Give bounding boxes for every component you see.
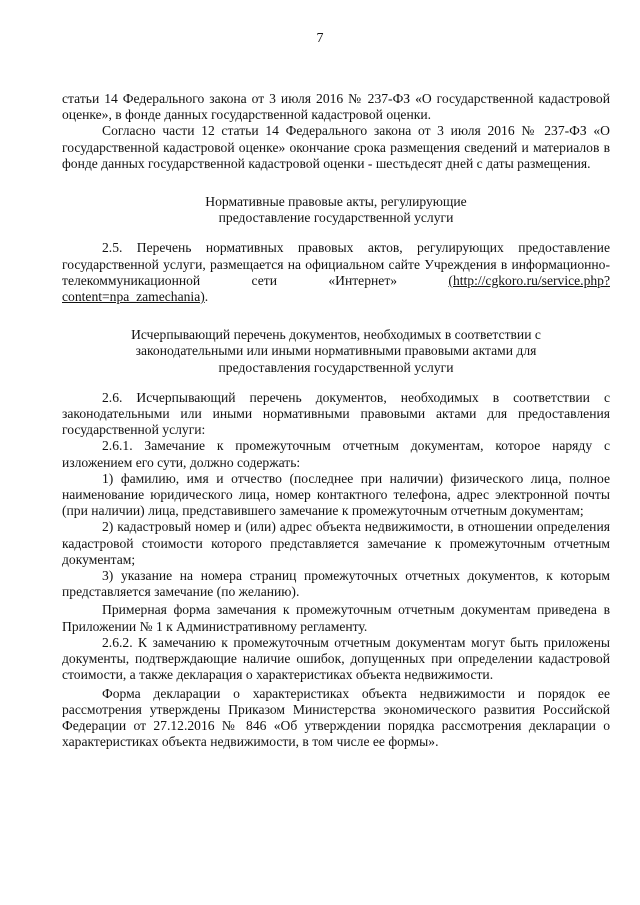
service-url-link[interactable]: (http://cgkoro.ru/service.php?content=npa_zamechania) <box>62 272 610 305</box>
section-heading-documents-list: Исчерпывающий перечень документов, необходимых в соответствии с законодательными или иными нормативными правовыми актами для предоставления государственной услуги <box>131 327 541 375</box>
paragraph-2-6-2: 2.6.2. К замечанию к промежуточным отчетным документам могут быть приложены документы, подтверждающие наличие ошибок, допущенных при определении кадастровой стоимости, а также декларация о характеристиках объекта недвижимости. <box>62 634 610 683</box>
list-item-2: 2) кадастровый номер и (или) адрес объекта недвижимости, в отношении определения кадастровой стоимости которого представляется замечание к промежуточным отчетным документам; <box>62 519 610 567</box>
paragraph-2-5-text: 2.5. Перечень нормативных правовых актов, регулирующих предоставление государственной услуги, размещается на официальном сайте Учреждения в информационно-телекоммуникационной сети «Интернет» <box>62 240 610 288</box>
page-number: 7 <box>316 31 324 46</box>
list-item-1: 1) фамилию, имя и отчество (последнее при наличии) физического лица, полное наименование юридического лица, номер контактного телефона, адрес электронной почты (при наличии) лица, представившего замечание к промежуточным отчетным документам; <box>62 470 610 519</box>
section-heading-regulatory-acts: Нормативные правовые акты, регулирующие предоставление государственной услуги <box>205 194 467 226</box>
paragraph-2-6-1: 2.6.1. Замечание к промежуточным отчетным документам, которое наряду с изложением его сути, должно содержать: <box>62 438 610 470</box>
paragraph-sample-form: Примерная форма замечания к промежуточным отчетным документам приведена в Приложении № 1 к Административному регламенту. <box>62 602 610 634</box>
paragraph-2-6: 2.6. Исчерпывающий перечень документов, необходимых в соответствии с законодательными или иными нормативными правовыми актами для предоставления государственной услуги: <box>62 389 610 438</box>
paragraph-2-5-end: . <box>204 289 209 305</box>
document-body <box>62 91 610 750</box>
list-item-3: 3) указание на номера страниц промежуточных отчетных документов, к которым представляется замечание (по желанию). <box>62 568 610 600</box>
paragraph-declaration-form: Форма декларации о характеристиках объекта недвижимости и порядок ее рассмотрения утверждены Приказом Министерства экономического развития Российской Федерации от 27.12.2016 № 846 «Об утверждении порядка рассмотрения декларации о характеристиках объекта недвижимости, в том числе ее формы». <box>62 685 610 750</box>
paragraph-placement-term: Согласно части 12 статьи 14 Федерального закона от 3 июля 2016 № 237-ФЗ «О государственной кадастровой оценке» окончание срока размещения сведений и материалов в фонде данных государственной кадастровой оценки - шестьдесят дней с даты размещения. <box>62 123 610 171</box>
paragraph-continuation: статьи 14 Федерального закона от 3 июля 2016 № 237-ФЗ «О государственной кадастровой оценке», в фонде данных государственной кадастровой оценки. <box>62 91 610 123</box>
paragraph-2-5 <box>62 240 610 305</box>
